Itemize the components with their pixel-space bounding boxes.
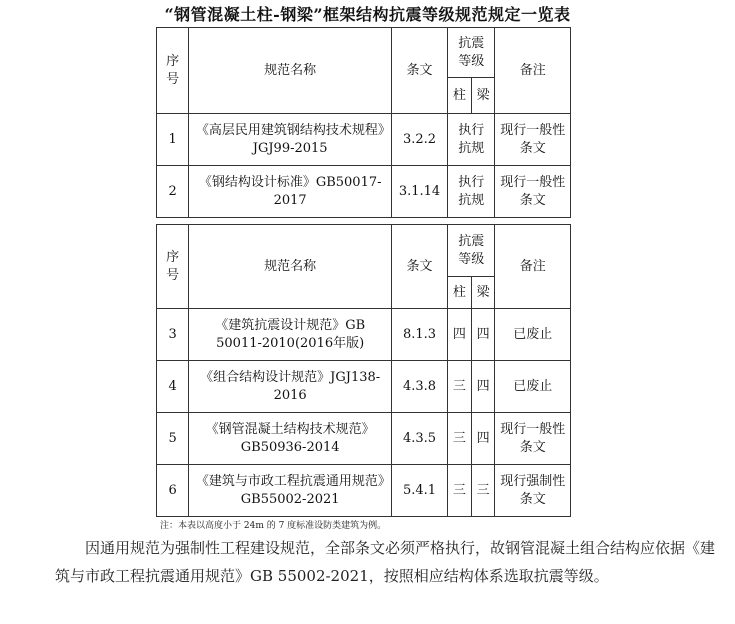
header-name: 规范名称 bbox=[189, 225, 392, 309]
row-beam: 三 bbox=[471, 465, 495, 517]
table-row bbox=[157, 361, 571, 413]
row-beam: 四 bbox=[471, 309, 495, 361]
header-beam: 梁 bbox=[471, 277, 495, 309]
table-row bbox=[157, 114, 571, 166]
row-beam: 四 bbox=[471, 361, 495, 413]
row-grade: 执行抗规 bbox=[448, 114, 495, 166]
table-row bbox=[157, 309, 571, 361]
row-clause: 8.1.3 bbox=[392, 309, 448, 361]
header-clause: 条文 bbox=[392, 225, 448, 309]
row-grade: 执行抗规 bbox=[448, 166, 495, 218]
row-name: 《建筑抗震设计规范》GB 50011-2010(2016年版) bbox=[189, 309, 392, 361]
table-row bbox=[157, 166, 571, 218]
header-note: 备注 bbox=[495, 225, 571, 309]
row-seq: 2 bbox=[157, 166, 189, 218]
row-seq: 1 bbox=[157, 114, 189, 166]
table-title: “钢管混凝土柱-钢梁”框架结构抗震等级规范规定一览表 bbox=[164, 5, 571, 24]
header-col: 柱 bbox=[448, 78, 472, 114]
header-note: 备注 bbox=[495, 28, 571, 114]
table-1-body bbox=[157, 28, 571, 218]
regulation-table-1 bbox=[156, 27, 571, 218]
row-note: 现行一般性条文 bbox=[495, 413, 571, 465]
row-clause: 5.4.1 bbox=[392, 465, 448, 517]
body-paragraph bbox=[55, 534, 725, 590]
header-seq: 序号 bbox=[157, 225, 189, 309]
row-seq: 3 bbox=[157, 309, 189, 361]
row-seq: 6 bbox=[157, 465, 189, 517]
header-clause: 条文 bbox=[392, 28, 448, 114]
table-2-body bbox=[157, 225, 571, 517]
row-note: 已废止 bbox=[495, 361, 571, 413]
row-note: 现行一般性条文 bbox=[495, 166, 571, 218]
header-grade: 抗震等级 bbox=[448, 225, 495, 277]
row-col: 三 bbox=[448, 361, 472, 413]
row-seq: 4 bbox=[157, 361, 189, 413]
row-name: 《钢管混凝土结构技术规范》GB50936-2014 bbox=[189, 413, 392, 465]
header-grade: 抗震等级 bbox=[448, 28, 495, 78]
row-col: 三 bbox=[448, 413, 472, 465]
header-seq: 序号 bbox=[157, 28, 189, 114]
header-name: 规范名称 bbox=[189, 28, 392, 114]
row-clause: 4.3.8 bbox=[392, 361, 448, 413]
row-clause: 3.1.14 bbox=[392, 166, 448, 218]
header-beam: 梁 bbox=[471, 78, 495, 114]
row-note: 现行一般性条文 bbox=[495, 114, 571, 166]
row-note: 现行强制性条文 bbox=[495, 465, 571, 517]
table-row bbox=[157, 465, 571, 517]
paragraph-text: 因通用规范为强制性工程建设规范，全部条文必须严格执行，故钢管混凝土组合结构应依据《建筑与市政工程抗震通用规范》GB 55002-2021，按照相应结构体系选取抗震等级。 bbox=[55, 539, 716, 585]
row-col: 三 bbox=[448, 465, 472, 517]
regulation-table-2 bbox=[156, 224, 571, 517]
table-footnote: 注：本表以高度小于 24m 的 7 度标准设防类建筑为例。 bbox=[160, 521, 387, 531]
row-beam: 四 bbox=[471, 413, 495, 465]
row-note: 已废止 bbox=[495, 309, 571, 361]
row-name: 《高层民用建筑钢结构技术规程》JGJ99-2015 bbox=[189, 114, 392, 166]
row-clause: 3.2.2 bbox=[392, 114, 448, 166]
header-col: 柱 bbox=[448, 277, 472, 309]
row-name: 《钢结构设计标准》GB50017-2017 bbox=[189, 166, 392, 218]
table-row bbox=[157, 413, 571, 465]
row-name: 《建筑与市政工程抗震通用规范》GB55002-2021 bbox=[189, 465, 392, 517]
row-seq: 5 bbox=[157, 413, 189, 465]
row-col: 四 bbox=[448, 309, 472, 361]
row-clause: 4.3.5 bbox=[392, 413, 448, 465]
row-name: 《组合结构设计规范》JGJ138-2016 bbox=[189, 361, 392, 413]
